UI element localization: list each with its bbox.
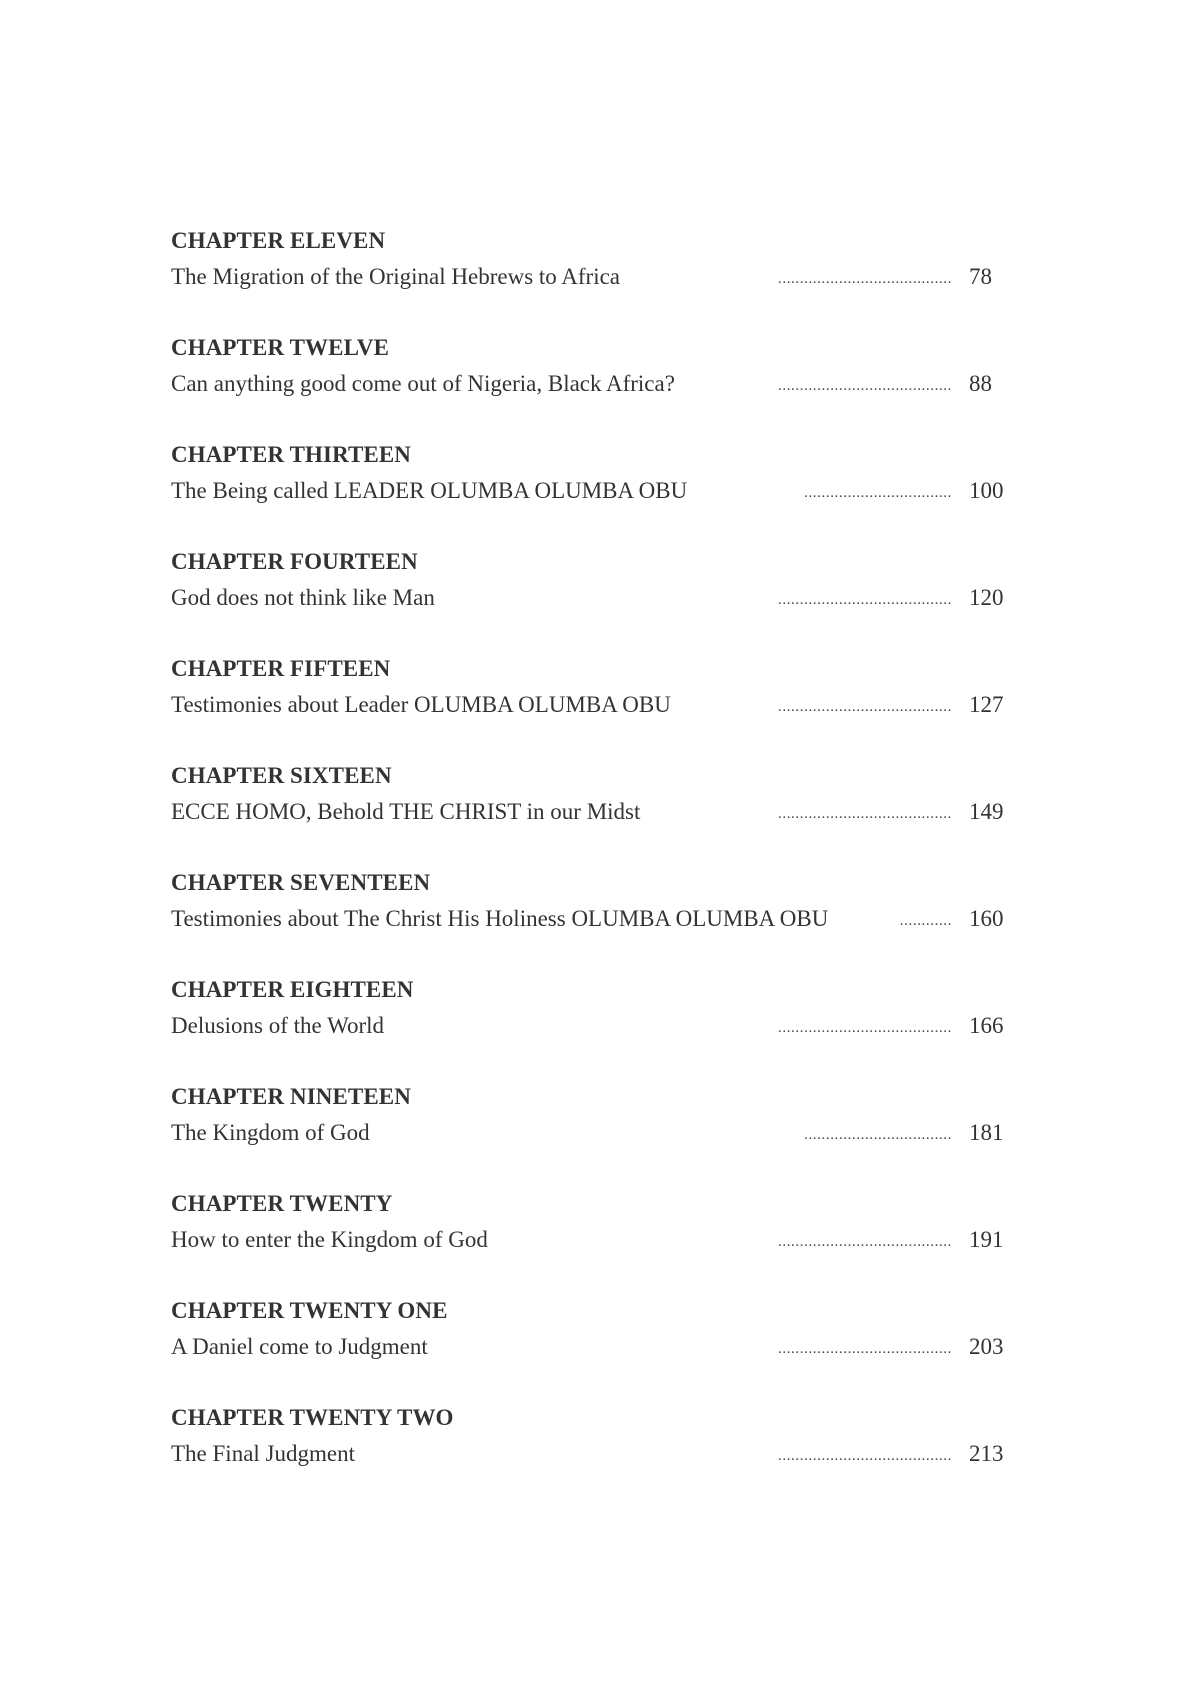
toc-entry-chapter-thirteen [171, 442, 1031, 549]
chapter-title: Can anything good come out of Nigeria, Black Africa? [171, 371, 675, 396]
dot-leader: ........................................ [778, 1341, 952, 1357]
toc-entry-chapter-twelve [171, 335, 1031, 442]
toc-entry-chapter-sixteen [171, 763, 1031, 870]
toc-entry-chapter-twenty-one [171, 1298, 1031, 1405]
dot-leader: ........................................ [778, 1234, 952, 1250]
dot-leader: ........................................ [778, 1448, 952, 1464]
toc-entry-chapter-eighteen [171, 977, 1031, 1084]
dot-leader: ........................................ [778, 378, 952, 394]
chapter-title: ECCE HOMO, Behold THE CHRIST in our Midst [171, 799, 641, 824]
page-number: 166 [969, 1013, 1004, 1038]
chapter-title: How to enter the Kingdom of God [171, 1227, 488, 1252]
dot-leader: ........................................ [778, 271, 952, 287]
dot-leader: .................................. [804, 485, 952, 501]
toc-entry-chapter-fourteen [171, 549, 1031, 656]
chapter-title: Testimonies about Leader OLUMBA OLUMBA OBU [171, 692, 671, 717]
dot-leader: ........................................ [778, 806, 952, 822]
dot-leader: ........................................ [778, 699, 952, 715]
page-number: 149 [969, 799, 1004, 824]
chapter-heading: CHAPTER TWENTY ONE [171, 1298, 448, 1323]
chapter-title: Delusions of the World [171, 1013, 385, 1038]
page-number: 191 [969, 1227, 1004, 1252]
chapter-title: The Kingdom of God [171, 1120, 370, 1145]
toc-entry-chapter-nineteen [171, 1084, 1031, 1191]
toc-entry-chapter-seventeen [171, 870, 1031, 977]
chapter-title: A Daniel come to Judgment [171, 1334, 428, 1359]
toc-entry-chapter-twenty [171, 1191, 1031, 1298]
chapter-title: The Migration of the Original Hebrews to Africa [171, 264, 621, 289]
page-number: 203 [969, 1334, 1004, 1359]
toc-entry-chapter-twenty-two [171, 1405, 1031, 1512]
page-number: 88 [969, 371, 992, 396]
page-number: 100 [969, 478, 1004, 503]
table-of-contents [171, 228, 1031, 1512]
chapter-heading: CHAPTER FIFTEEN [171, 656, 391, 681]
toc-entry-chapter-fifteen [171, 656, 1031, 763]
page-number: 127 [969, 692, 1004, 717]
page-number: 78 [969, 264, 992, 289]
chapter-heading: CHAPTER TWENTY [171, 1191, 393, 1216]
chapter-heading: CHAPTER SEVENTEEN [171, 870, 431, 895]
chapter-heading: CHAPTER NINETEEN [171, 1084, 411, 1109]
page-number: 160 [969, 906, 1004, 931]
page-number: 120 [969, 585, 1004, 610]
chapter-title: The Being called LEADER OLUMBA OLUMBA OBU [171, 478, 688, 503]
dot-leader: .................................. [804, 1127, 952, 1143]
dot-leader: ............ [899, 913, 952, 929]
page-number: 213 [969, 1441, 1004, 1466]
chapter-heading: CHAPTER FOURTEEN [171, 549, 418, 574]
chapter-title: God does not think like Man [171, 585, 435, 610]
chapter-heading: CHAPTER THIRTEEN [171, 442, 412, 467]
dot-leader: ........................................ [778, 1020, 952, 1036]
page-number: 181 [969, 1120, 1004, 1145]
chapter-heading: CHAPTER TWELVE [171, 335, 390, 360]
chapter-title: The Final Judgment [171, 1441, 355, 1466]
chapter-title: Testimonies about The Christ His Holiness OLUMBA OLUMBA OBU [171, 906, 829, 931]
chapter-heading: CHAPTER SIXTEEN [171, 763, 392, 788]
chapter-heading: CHAPTER TWENTY TWO [171, 1405, 454, 1430]
chapter-heading: CHAPTER EIGHTEEN [171, 977, 414, 1002]
dot-leader: ........................................ [778, 592, 952, 608]
toc-entry-chapter-eleven [171, 228, 1031, 335]
chapter-heading: CHAPTER ELEVEN [171, 228, 386, 253]
